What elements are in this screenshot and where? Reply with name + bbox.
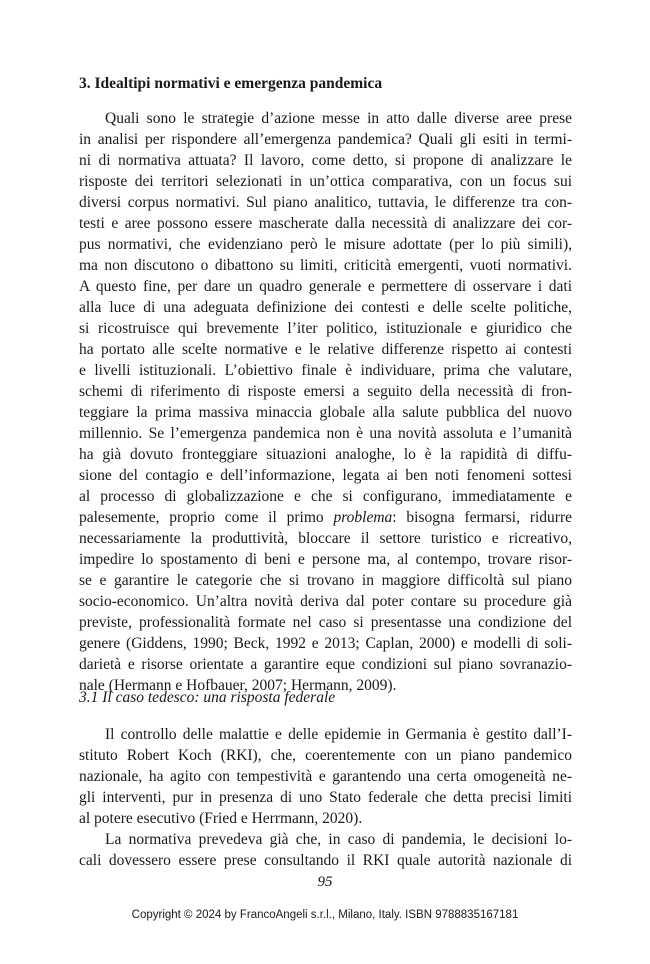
- text-line: al potere esecutivo (Fried e Herrmann, 2020).: [79, 810, 363, 827]
- text-line: Quali sono le strategie d’azione messe in atto dalle diverse aree prese: [105, 110, 572, 127]
- text-line: alla luce di una adeguata definizione dei contesti e delle scelte politiche,: [79, 299, 572, 316]
- text-line: se e garantire le categorie che si trovano in maggiore difficoltà sul piano: [79, 572, 572, 589]
- text-line: schemi di riferimento di risposte emersi a seguito della necessità di fron-: [79, 383, 572, 400]
- text-line: [79, 507, 572, 528]
- text-line-end: : bisogna fermarsi, ridurre: [392, 509, 572, 526]
- text-line: nazionale, ha agito con tempestività e garantendo una certa omogeneità ne-: [79, 768, 572, 785]
- text-line: stituto Robert Koch (RKI), che, coerentemente con un piano pandemico: [79, 747, 572, 764]
- text-line: testi e aree possono essere mascherate dalla necessità di analizzare dei cor-: [79, 215, 572, 232]
- text-line: necessariamente la produttività, bloccare il settore turistico e ricreativo,: [79, 530, 572, 547]
- text-line: diversi corpus normativi. Sul piano analitico, tuttavia, le differenze tra con-: [79, 194, 572, 211]
- text-line: Il controllo delle malattie e delle epidemie in Germania è gestito dall’I-: [105, 726, 572, 743]
- text-line: sione del contagio e dell’informazione, legata ai ben noti fenomeni sottesi: [79, 467, 572, 484]
- text-line: pus normativi, che evidenziano però le misure adottate (per lo più simili),: [79, 236, 572, 253]
- text-line: cali dovessero essere prese consultando il RKI quale autorità nazionale di: [79, 852, 572, 869]
- text-line: ha portato alle scelte normative e le relative differenze rispetto ai contesti: [79, 341, 572, 358]
- text-line: ha già dovuto fronteggiare situazioni analoghe, lo è la rapidità di diffu-: [79, 446, 572, 463]
- text-line: socio-economico. Un’altra novità deriva dal poter contare su procedure già: [79, 593, 572, 610]
- text-line: darietà e risorse orientate a garantire eque condizioni sul piano sovranazio-: [79, 656, 572, 673]
- text-line: La normativa prevedeva già che, in caso di pandemia, le decisioni lo-: [105, 831, 572, 848]
- text-line-start: palesemente, proprio come il primo: [79, 509, 334, 526]
- section-heading: 3. Idealtipi normativi e emergenza pandemica: [79, 75, 383, 92]
- text-line: in analisi per rispondere all’emergenza pandemica? Quali gli esiti in termi-: [79, 131, 572, 148]
- copyright-notice: Copyright © 2024 by FrancoAngeli s.r.l., Milano, Italy. ISBN 9788835167181: [131, 909, 519, 921]
- text-line: previste, professionalità formate nel caso si presentasse una condizione del: [79, 614, 572, 631]
- text-line: ni di normativa attuata? Il lavoro, come detto, si propone di analizzare le: [79, 152, 572, 169]
- text-line: nale (Hermann e Hofbauer, 2007; Hermann, 2009).: [79, 677, 397, 694]
- text-line: risposte dei territori selezionati in un’ottica comparativa, con un focus sui: [79, 173, 572, 190]
- subsection-heading: 3.1 Il caso tedesco: una risposta federale: [79, 689, 336, 706]
- text-line: millennio. Se l’emergenza pandemica non è una novità assoluta e l’umanità: [79, 425, 572, 442]
- text-line: gli interventi, pur in presenza di uno Stato federale che detta precisi limiti: [79, 789, 572, 806]
- text-line: al processo di globalizzazione e che si configurano, immediatamente e: [79, 488, 572, 505]
- italic-term: problema: [333, 509, 393, 526]
- text-line: impedire lo spostamento di beni e persone ma, al contempo, trovare risor-: [79, 551, 572, 568]
- text-line: A questo fine, per dare un quadro generale e permettere di osservare i dati: [79, 278, 572, 295]
- text-line: e livelli istituzionali. L’obiettivo finale è individuare, prima che valutare,: [79, 362, 572, 379]
- text-line: teggiare la prima massiva minaccia globale alla salute pubblica del nuovo: [79, 404, 572, 421]
- page-number: 95: [317, 874, 333, 890]
- text-line: si ricostruisce qui brevemente l’iter politico, istituzionale e giuridico che: [79, 320, 572, 337]
- text-line: ma non discutono o dibattono su limiti, criticità emergenti, vuoti normativi.: [79, 257, 572, 274]
- text-line: genere (Giddens, 1990; Beck, 1992 e 2013; Caplan, 2000) e modelli di soli-: [79, 635, 572, 652]
